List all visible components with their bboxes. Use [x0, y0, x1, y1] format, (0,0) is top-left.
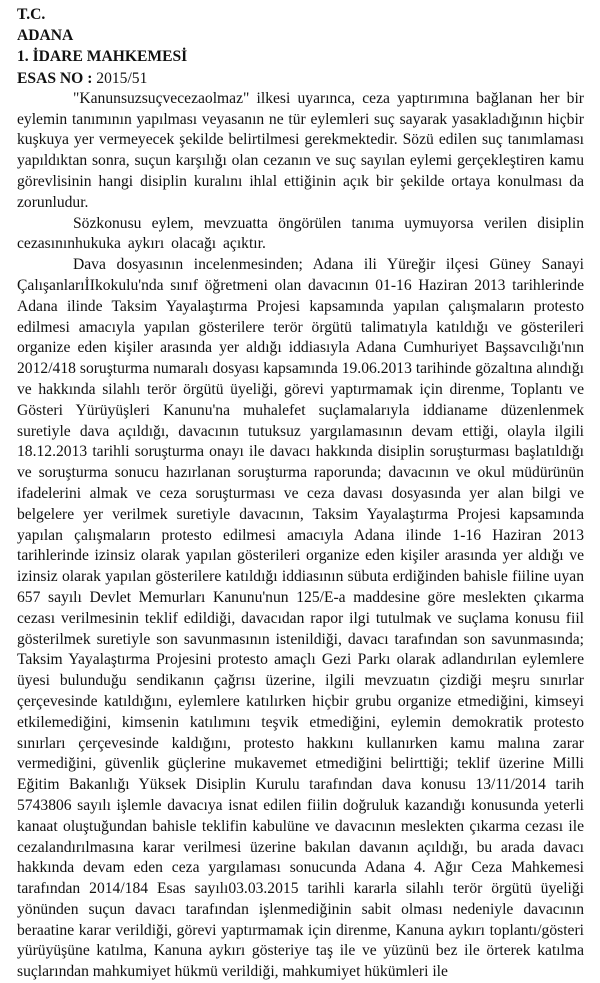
- header-case-number: [17, 68, 584, 89]
- case-number-value: 2015/51: [92, 69, 148, 87]
- paragraph-conclusion: Sözkonusu eylem, mevzuatta öngörülen tanıma uymuyorsa verilen disiplin cezasınınhukuka aykırı olacağı açıktır.: [17, 214, 584, 253]
- header-court: 1. İDARE MAHKEMESİ: [17, 48, 188, 66]
- document-page: [17, 4, 584, 983]
- header-city: ADANA: [17, 27, 74, 45]
- paragraph-legality-principle: "Kanunsuzsuçvecezaolmaz" ilkesi uyarınca, ceza yaptırımına bağlanan her bir eylemin tanımının yapılması veyasanın ne tür eylemleri suç sayarak yasakladığının hiçbir kuşkuya yer vermeyecek şekilde belirtilmesi gerekmektedir. Sözü edilen suç tanımlaması yapıldıktan sonra, suçun karşılığı olan cezanın ve suç sayılan eylemi gerçekleştiren kamu görevlisinin hangi disiplin kuralını ihlal ettiğinin açık bir şekilde ortaya konulması da zorunludur.: [17, 89, 584, 211]
- paragraph-case-review: Dava dosyasının incelenmesinden; Adana ili Yüreğir ilçesi Güney Sanayi ÇalışanlarıİIkokulu'nda sınıf öğretmeni olan davacının 01-16 Haziran 2013 tarihlerinde Adana ilinde Taksim Yayalaştırma Projesi kapsamında yapılan çalışmaların protesto edilmesi amacıyla yapılan gösterilere terör örgütü talimatıyla katıldığı ve gösterileri organize eden kişiler arasında yer aldığı iddiasıyla Adana Cumhuriyet Başsavcılığı'nın 2012/418 soruşturma numaralı dosyası kapsamında 19.06.2013 tarihinde gözaltına alındığı ve hakkında silahlı terör örgütü üyeliği, görevi yaptırmamak için direnme, Toplantı ve Gösteri Yürüyüşleri Kanunu'na muhalefet suçlamalarıyla iddianame düzenlenmek suretiyle dava açıldığı, davacının tutuksuz yargılamasının devam ettiği, olayla ilgili 18.12.2013 tarihli soruşturma onayı ile davacı hakkında disiplin soruşturması başlatıldığı ve soruşturma sonucu hazırlanan soruşturma raporunda; davacının ve okul müdürünün ifadelerini almak ve ceza soruşturması ve ceza davası dosyasında yer alan bilgi ve belgelere yer verilmek suretiyle davacının, Taksim Yayalaştırma Projesi kapsamında yapılan çalışmaların protesto edilmesi amacıyla Adana ilinde 1-16 Haziran 2013 tarihlerinde izinsiz olarak yapılan gösterileri organize eden kişiler arasında yer aldığı ve izinsiz olarak yapılan gösterilere katıldığı iddiasının sübuta erdiğinden bahisle fiiline uyan 657 sayılı Devlet Memurları Kanunu'nun 125/E-a maddesine göre meslekten çıkarma cezası verilmesinin teklif edildiği, davacıdan rapor ilgi tutulmak ve suçlama konusu fiil gösterilmek suretiyle son savunmasının istenildiği, davacı tarafından son savunmasında; Taksim Yayalaştırma Projesini protesto amaçlı Gezi Parkı olarak adlandırılan eylemlere üyesi bulunduğu sendikanın çağrısı üzerine, ilgili mevzuatın çizdiği meşru sınırlar çerçevesinde katıldığını, eylemlere katılırken hiçbir grubu organize etmediğini, kimseyi etkilemediğini, kimsenin katılımını teşvik etmediğini, eylemin demokratik protesto sınırları çerçevesinde kaldığını, protesto hakkını kullanırken kamu malına zarar vermediğini, güvenlik güçlerine mukavemet etmediğini belirttiği; teklif üzerine Milli Eğitim Bakanlığı Yüksek Disiplin Kurulu tarafından dava konusu 13/11/2014 tarih 5743806 sayılı işlemle davacıya isnat edilen fiilin doğruluk kazandığı konusunda yeterli kanaat oluştuğundan bahisle teklifin kabulüne ve davacının meslekten çıkarma cezası ile cezalandırılmasına karar verilmesi üzerine bakılan davanın açıldığı, bu arada davacı hakkında devam eden ceza yargılaması sonucunda Adana 4. Ağır Ceza Mahkemesi tarafından 2014/184 Esas sayılı03.03.2015 tarihli kararla silahlı terör örgütü üyeliği yönünden suçun davacı tarafından işlenmediğinin sabit olması nedeniyle davacının beraatine karar verildiği, görevi yaptırmamak için direnme, Kanuna aykırı toplantı/gösteri yürüyüşüne katılma, Kanuna aykırı gösteriye taş ile ve yüzünü bez ile örterek katılma suçlarından mahkumiyet hükmü verildiği, mahkumiyet hükümleri ile: [17, 256, 584, 981]
- header-country: T.C.: [17, 6, 46, 23]
- case-number-label: ESAS NO :: [17, 69, 93, 87]
